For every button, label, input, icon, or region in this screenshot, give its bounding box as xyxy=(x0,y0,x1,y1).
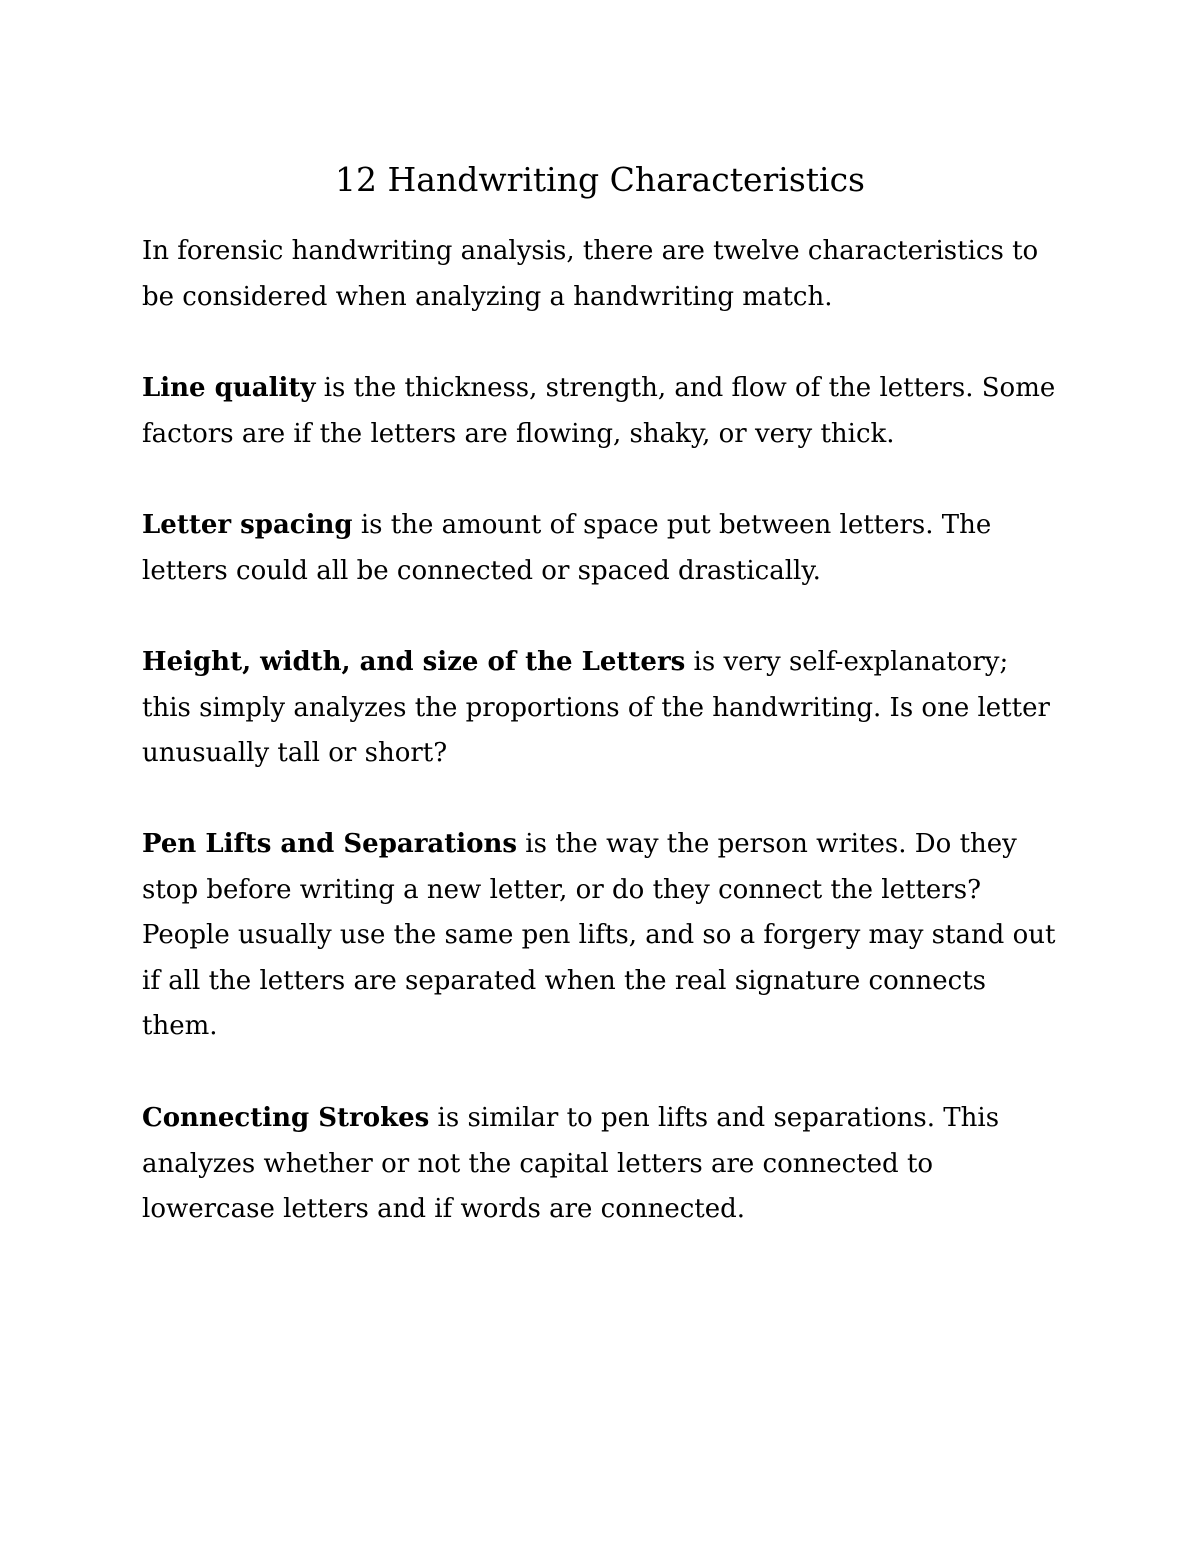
intro-paragraph: In forensic handwriting analysis, there are twelve characteristics to be considered when analyzing a handwriting match. xyxy=(142,236,1039,312)
connecting-strokes-text: is similar to pen lifts and separations. This analyzes whether or not the capital letters are connected to lowercase letters and if words are connected. xyxy=(142,1103,1000,1225)
line-quality-term: Line quality xyxy=(142,373,316,403)
letter-spacing-term: Letter spacing xyxy=(142,510,353,540)
connecting-strokes-paragraph xyxy=(142,1096,1062,1233)
letter-spacing-paragraph xyxy=(142,503,1062,594)
line-quality-text: is the thickness, strength, and flow of the letters. Some factors are if the letters are flowing, shaky, or very thick. xyxy=(142,373,1056,449)
height-width-size-paragraph xyxy=(142,640,1062,777)
letter-spacing-text: is the amount of space put between letters. The letters could all be connected or spaced drastically. xyxy=(142,510,992,586)
height-width-size-text: is very self-explanatory; this simply analyzes the proportions of the handwriting. Is one letter unusually tall or short? xyxy=(142,647,1050,769)
pen-lifts-paragraph xyxy=(142,822,1062,1050)
connecting-strokes-term: Connecting Strokes xyxy=(142,1103,430,1133)
page-title: 12 Handwriting Characteristics xyxy=(335,160,865,199)
line-quality-paragraph xyxy=(142,366,1062,457)
pen-lifts-text: is the way the person writes. Do they stop before writing a new letter, or do they connect the letters? People usually use the same pen lifts, and so a forgery may stand out if all the letters are separated when the real signature connects them. xyxy=(142,829,1056,1042)
height-width-size-term: Height, width, and size of the Letters xyxy=(142,647,686,677)
pen-lifts-term: Pen Lifts and Separations xyxy=(142,829,518,859)
